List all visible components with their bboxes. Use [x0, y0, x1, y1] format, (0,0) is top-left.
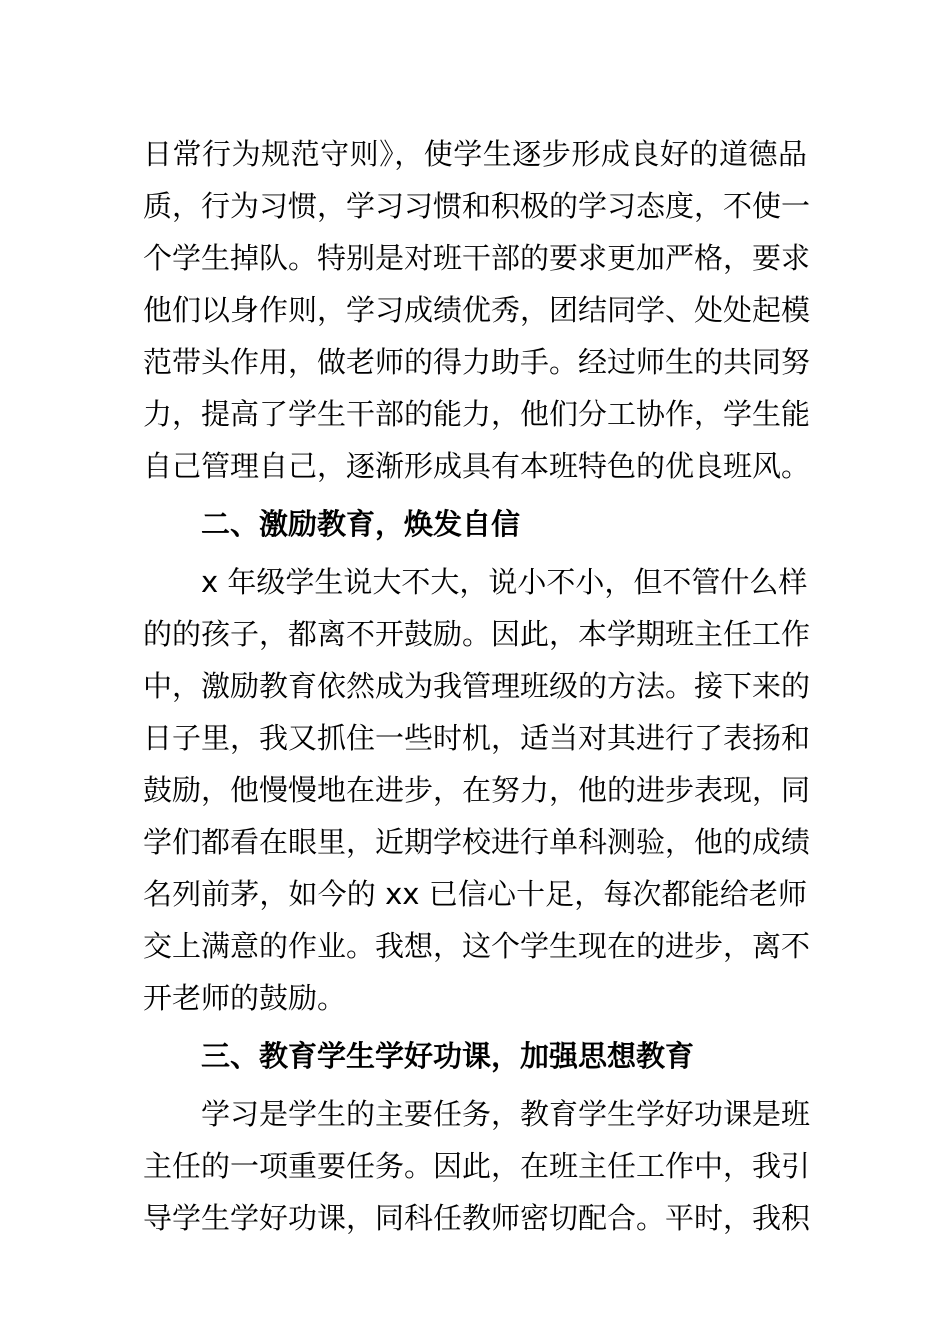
- document-page: [143, 128, 811, 1244]
- text-line: 日常行为规范守则》，使学生逐步形成良好的道德品: [143, 137, 807, 171]
- text-line: 质，行为习惯，学习习惯和积极的学习态度，不使一: [143, 189, 811, 223]
- text-line: 的的孩子，都离不开鼓励。因此，本学期班主任工作: [143, 617, 811, 651]
- text-line: 导学生学好功课，同科任教师密切配合。平时，我积: [143, 1201, 811, 1235]
- text-line: 开老师的鼓励。: [143, 981, 347, 1015]
- paragraph-1: [143, 128, 811, 492]
- section-heading-2: 二、激励教育，焕发自信: [201, 507, 521, 541]
- text-line: 自己管理自己，逐渐形成具有本班特色的优良班风。: [143, 449, 811, 483]
- paragraph-3: [143, 1088, 811, 1244]
- text-line: 名列前茅，如今的 xx 已信心十足，每次都能给老师: [143, 877, 807, 911]
- paragraph-2: [143, 556, 811, 1024]
- text-line: 交上满意的作业。我想，这个学生现在的进步，离不: [143, 929, 811, 963]
- text-line: 他们以身作则，学习成绩优秀，团结同学、处处起模: [143, 293, 811, 327]
- text-line: 主任的一项重要任务。因此，在班主任工作中，我引: [143, 1149, 811, 1183]
- text-line: 力，提高了学生干部的能力，他们分工协作，学生能: [143, 397, 811, 431]
- section-heading-3: 三、教育学生学好功课，加强思想教育: [201, 1039, 695, 1073]
- text-line: 学习是学生的主要任务，教育学生学好功课是班: [201, 1097, 811, 1131]
- text-line: 个学生掉队。特别是对班干部的要求更加严格，要求: [143, 241, 811, 275]
- text-line: 范带头作用，做老师的得力助手。经过师生的共同努: [143, 345, 811, 379]
- text-line: 鼓励，他慢慢地在进步，在努力，他的进步表现，同: [143, 773, 811, 807]
- text-line: 日子里，我又抓住一些时机，适当对其进行了表扬和: [143, 721, 811, 755]
- text-line: x 年级学生说大不大，说小不小，但不管什么样: [201, 565, 808, 599]
- text-line: 学们都看在眼里，近期学校进行单科测验，他的成绩: [143, 825, 811, 859]
- text-line: 中，激励教育依然成为我管理班级的方法。接下来的: [143, 669, 811, 703]
